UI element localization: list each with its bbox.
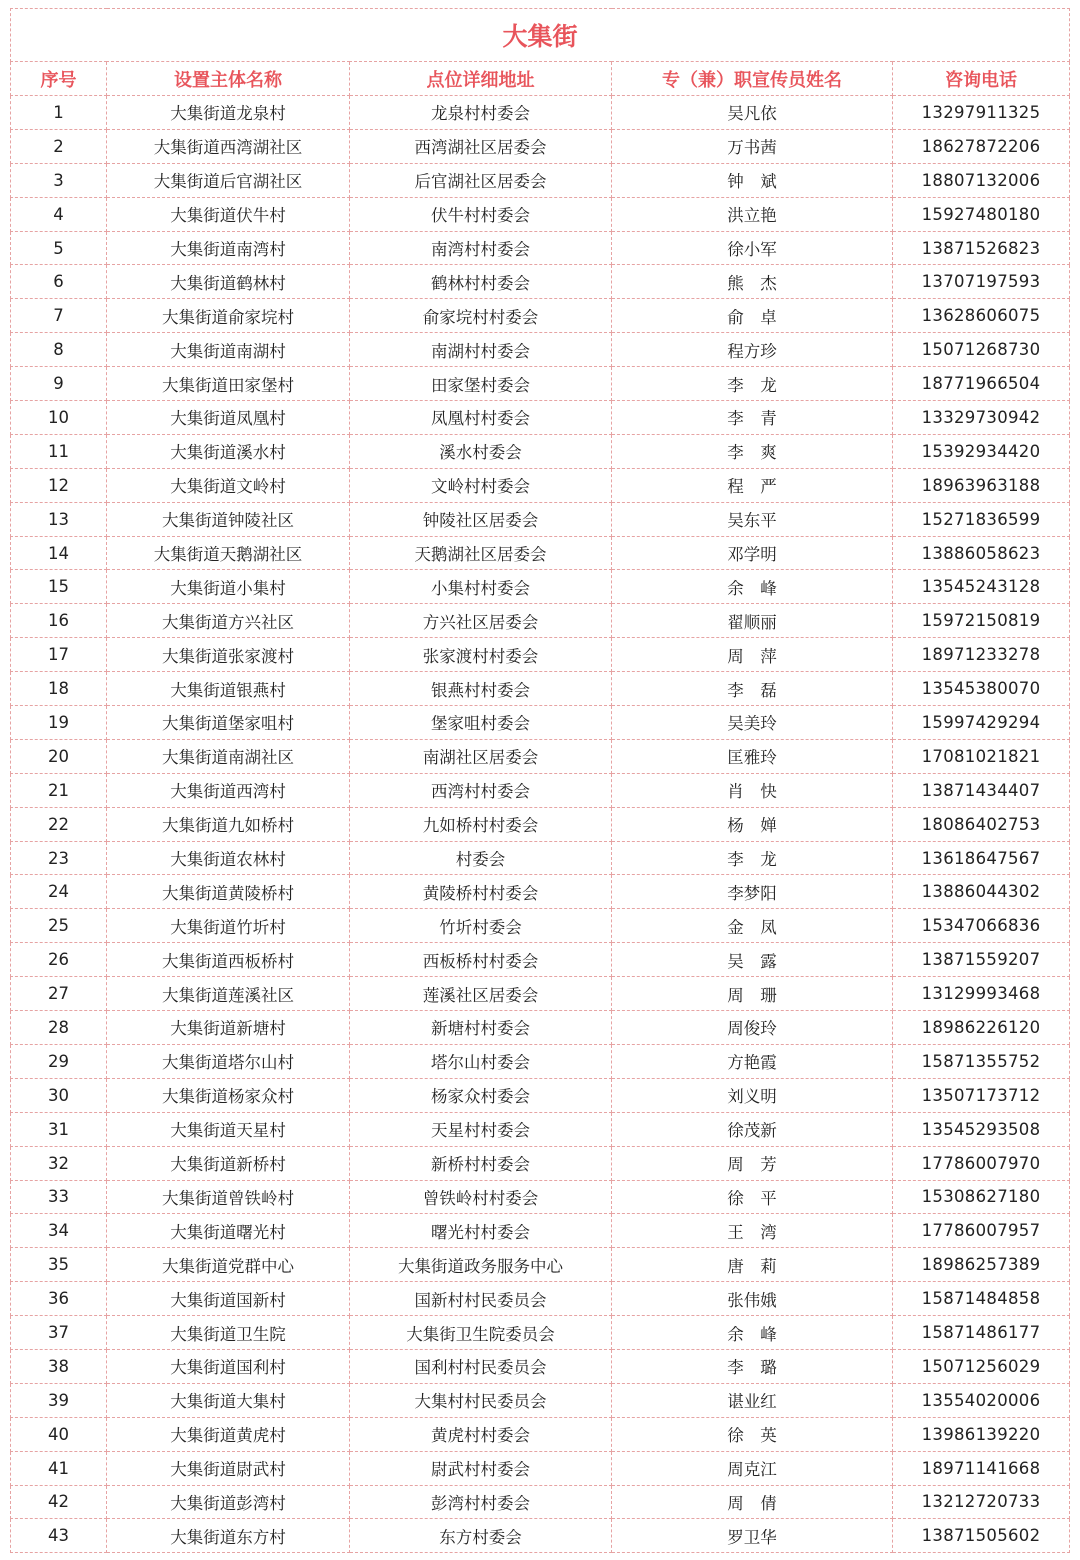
cell-staff: 金 凤 (612, 909, 893, 943)
cell-staff: 钟 斌 (612, 163, 893, 197)
cell-address: 新塘村村委会 (350, 1011, 612, 1045)
cell-index: 22 (11, 807, 107, 841)
col-header-staff: 专（兼）职宣传员姓名 (612, 62, 893, 96)
cell-phone: 18971141668 (893, 1451, 1070, 1485)
cell-index: 18 (11, 672, 107, 706)
cell-phone: 13886058623 (893, 536, 1070, 570)
cell-phone: 13871505602 (893, 1519, 1070, 1553)
cell-staff: 李 青 (612, 401, 893, 435)
cell-address: 村委会 (350, 841, 612, 875)
title-row (11, 9, 1070, 62)
cell-staff: 熊 杰 (612, 265, 893, 299)
cell-address: 鹤林村村委会 (350, 265, 612, 299)
cell-staff: 洪立艳 (612, 197, 893, 231)
cell-staff: 吴凡依 (612, 96, 893, 130)
table-row (11, 468, 1070, 502)
cell-address: 俞家垸村村委会 (350, 299, 612, 333)
cell-staff: 匡雅玲 (612, 739, 893, 773)
cell-entity: 大集街道银燕村 (107, 672, 350, 706)
table-row (11, 536, 1070, 570)
cell-address: 九如桥村村委会 (350, 807, 612, 841)
cell-phone: 13886044302 (893, 875, 1070, 909)
cell-index: 41 (11, 1451, 107, 1485)
cell-entity: 大集街道文岭村 (107, 468, 350, 502)
cell-index: 19 (11, 706, 107, 740)
cell-entity: 大集街道溪水村 (107, 434, 350, 468)
cell-index: 42 (11, 1485, 107, 1519)
cell-index: 20 (11, 739, 107, 773)
cell-address: 龙泉村村委会 (350, 96, 612, 130)
table-row (11, 1248, 1070, 1282)
cell-staff: 吴东平 (612, 502, 893, 536)
cell-staff: 周 芳 (612, 1146, 893, 1180)
cell-phone: 18771966504 (893, 367, 1070, 401)
table-row (11, 1417, 1070, 1451)
cell-address: 南湾村村委会 (350, 231, 612, 265)
cell-index: 38 (11, 1349, 107, 1383)
table-row (11, 333, 1070, 367)
col-header-index: 序号 (11, 62, 107, 96)
cell-staff: 余 峰 (612, 570, 893, 604)
cell-address: 南湖村村委会 (350, 333, 612, 367)
table-row (11, 1146, 1070, 1180)
cell-entity: 大集街道新塘村 (107, 1011, 350, 1045)
cell-staff: 程方珍 (612, 333, 893, 367)
cell-address: 国新村村民委员会 (350, 1282, 612, 1316)
cell-address: 伏牛村村委会 (350, 197, 612, 231)
cell-phone: 13618647567 (893, 841, 1070, 875)
cell-address: 文岭村村委会 (350, 468, 612, 502)
cell-index: 14 (11, 536, 107, 570)
cell-index: 11 (11, 434, 107, 468)
cell-index: 36 (11, 1282, 107, 1316)
table-row (11, 163, 1070, 197)
cell-index: 9 (11, 367, 107, 401)
cell-entity: 大集街道西板桥村 (107, 943, 350, 977)
cell-phone: 13628606075 (893, 299, 1070, 333)
table-row (11, 265, 1070, 299)
cell-index: 7 (11, 299, 107, 333)
cell-entity: 大集街道小集村 (107, 570, 350, 604)
table-row (11, 1044, 1070, 1078)
cell-entity: 大集街道东方村 (107, 1519, 350, 1553)
cell-index: 33 (11, 1180, 107, 1214)
cell-address: 大集街道政务服务中心 (350, 1248, 612, 1282)
table-row (11, 231, 1070, 265)
table-row (11, 841, 1070, 875)
table-row (11, 739, 1070, 773)
cell-phone: 15347066836 (893, 909, 1070, 943)
cell-entity: 大集街道张家渡村 (107, 638, 350, 672)
cell-phone: 18627872206 (893, 129, 1070, 163)
cell-phone: 15071256029 (893, 1349, 1070, 1383)
cell-phone: 18963963188 (893, 468, 1070, 502)
cell-entity: 大集街道国利村 (107, 1349, 350, 1383)
cell-address: 黄虎村村委会 (350, 1417, 612, 1451)
cell-staff: 吴美玲 (612, 706, 893, 740)
cell-phone: 15997429294 (893, 706, 1070, 740)
col-header-address: 点位详细地址 (350, 62, 612, 96)
cell-staff: 罗卫华 (612, 1519, 893, 1553)
cell-entity: 大集街道黄陵桥村 (107, 875, 350, 909)
cell-address: 张家渡村村委会 (350, 638, 612, 672)
cell-staff: 徐茂新 (612, 1112, 893, 1146)
cell-phone: 13545380070 (893, 672, 1070, 706)
cell-phone: 15071268730 (893, 333, 1070, 367)
cell-entity: 大集街道竹圻村 (107, 909, 350, 943)
cell-index: 43 (11, 1519, 107, 1553)
table-row (11, 197, 1070, 231)
table-row (11, 1451, 1070, 1485)
cell-index: 29 (11, 1044, 107, 1078)
cell-address: 新桥村村委会 (350, 1146, 612, 1180)
table-row (11, 434, 1070, 468)
cell-staff: 徐 平 (612, 1180, 893, 1214)
cell-phone: 13129993468 (893, 977, 1070, 1011)
cell-phone: 17081021821 (893, 739, 1070, 773)
table-row (11, 1282, 1070, 1316)
cell-phone: 13507173712 (893, 1078, 1070, 1112)
table-row (11, 909, 1070, 943)
table-row (11, 638, 1070, 672)
cell-entity: 大集街道九如桥村 (107, 807, 350, 841)
cell-staff: 杨 婵 (612, 807, 893, 841)
cell-entity: 大集街道方兴社区 (107, 604, 350, 638)
table-row (11, 367, 1070, 401)
header-row (11, 62, 1070, 96)
cell-staff: 万书茜 (612, 129, 893, 163)
cell-entity: 大集街道西湾村 (107, 773, 350, 807)
table-row (11, 875, 1070, 909)
cell-phone: 13297911325 (893, 96, 1070, 130)
cell-staff: 周 珊 (612, 977, 893, 1011)
cell-entity: 大集街道后官湖社区 (107, 163, 350, 197)
table-row (11, 977, 1070, 1011)
table-row (11, 129, 1070, 163)
cell-phone: 13871559207 (893, 943, 1070, 977)
cell-index: 10 (11, 401, 107, 435)
cell-entity: 大集街道钟陵社区 (107, 502, 350, 536)
cell-address: 天星村村委会 (350, 1112, 612, 1146)
cell-staff: 周俊玲 (612, 1011, 893, 1045)
cell-staff: 余 峰 (612, 1316, 893, 1350)
table-row (11, 706, 1070, 740)
cell-address: 曾铁岭村村委会 (350, 1180, 612, 1214)
cell-index: 13 (11, 502, 107, 536)
cell-address: 塔尔山村委会 (350, 1044, 612, 1078)
table-row (11, 1383, 1070, 1417)
cell-entity: 大集街道鹤林村 (107, 265, 350, 299)
cell-address: 小集村村委会 (350, 570, 612, 604)
cell-phone: 15271836599 (893, 502, 1070, 536)
cell-phone: 18986257389 (893, 1248, 1070, 1282)
cell-phone: 13545243128 (893, 570, 1070, 604)
cell-staff: 王 湾 (612, 1214, 893, 1248)
table-row (11, 1078, 1070, 1112)
table-row (11, 773, 1070, 807)
table-body (11, 96, 1070, 1553)
cell-index: 12 (11, 468, 107, 502)
cell-address: 凤凰村村委会 (350, 401, 612, 435)
cell-address: 彭湾村村委会 (350, 1485, 612, 1519)
cell-index: 30 (11, 1078, 107, 1112)
cell-staff: 邓学明 (612, 536, 893, 570)
cell-staff: 程 严 (612, 468, 893, 502)
cell-address: 西湾湖社区居委会 (350, 129, 612, 163)
cell-address: 南湖社区居委会 (350, 739, 612, 773)
cell-staff: 俞 卓 (612, 299, 893, 333)
cell-address: 竹圻村委会 (350, 909, 612, 943)
table-row (11, 1112, 1070, 1146)
cell-address: 杨家众村委会 (350, 1078, 612, 1112)
cell-phone: 18971233278 (893, 638, 1070, 672)
cell-staff: 李 璐 (612, 1349, 893, 1383)
cell-phone: 13329730942 (893, 401, 1070, 435)
cell-entity: 大集街道田家堡村 (107, 367, 350, 401)
table-row (11, 1519, 1070, 1553)
cell-index: 23 (11, 841, 107, 875)
cell-phone: 15308627180 (893, 1180, 1070, 1214)
cell-index: 25 (11, 909, 107, 943)
cell-entity: 大集街道农林村 (107, 841, 350, 875)
table-row (11, 502, 1070, 536)
cell-entity: 大集街道南湾村 (107, 231, 350, 265)
cell-index: 16 (11, 604, 107, 638)
cell-phone: 15871355752 (893, 1044, 1070, 1078)
cell-address: 东方村委会 (350, 1519, 612, 1553)
cell-address: 大集村村民委员会 (350, 1383, 612, 1417)
cell-entity: 大集街道莲溪社区 (107, 977, 350, 1011)
cell-staff: 张伟娥 (612, 1282, 893, 1316)
cell-staff: 李 磊 (612, 672, 893, 706)
cell-address: 溪水村委会 (350, 434, 612, 468)
cell-entity: 大集街道大集村 (107, 1383, 350, 1417)
cell-entity: 大集街道堡家咀村 (107, 706, 350, 740)
cell-phone: 18086402753 (893, 807, 1070, 841)
cell-index: 32 (11, 1146, 107, 1180)
cell-entity: 大集街道南湖社区 (107, 739, 350, 773)
cell-index: 4 (11, 197, 107, 231)
cell-phone: 15927480180 (893, 197, 1070, 231)
table-row (11, 943, 1070, 977)
table-row (11, 96, 1070, 130)
cell-staff: 周 倩 (612, 1485, 893, 1519)
cell-index: 35 (11, 1248, 107, 1282)
cell-phone: 17786007970 (893, 1146, 1070, 1180)
cell-staff: 李 龙 (612, 841, 893, 875)
table-row (11, 1316, 1070, 1350)
cell-staff: 李 龙 (612, 367, 893, 401)
cell-entity: 大集街道党群中心 (107, 1248, 350, 1282)
table-row (11, 1214, 1070, 1248)
cell-address: 曙光村村委会 (350, 1214, 612, 1248)
cell-index: 24 (11, 875, 107, 909)
cell-address: 堡家咀村委会 (350, 706, 612, 740)
cell-index: 39 (11, 1383, 107, 1417)
cell-index: 15 (11, 570, 107, 604)
cell-entity: 大集街道新桥村 (107, 1146, 350, 1180)
cell-address: 黄陵桥村村委会 (350, 875, 612, 909)
cell-index: 28 (11, 1011, 107, 1045)
cell-index: 6 (11, 265, 107, 299)
cell-phone: 13986139220 (893, 1417, 1070, 1451)
cell-phone: 13554020006 (893, 1383, 1070, 1417)
cell-entity: 大集街道曙光村 (107, 1214, 350, 1248)
cell-entity: 大集街道俞家垸村 (107, 299, 350, 333)
cell-index: 34 (11, 1214, 107, 1248)
cell-entity: 大集街道黄虎村 (107, 1417, 350, 1451)
data-table (10, 8, 1070, 1553)
cell-address: 国利村村民委员会 (350, 1349, 612, 1383)
table-row (11, 1485, 1070, 1519)
cell-phone: 17786007957 (893, 1214, 1070, 1248)
cell-entity: 大集街道曾铁岭村 (107, 1180, 350, 1214)
col-header-phone: 咨询电话 (893, 62, 1070, 96)
table-row (11, 1011, 1070, 1045)
cell-staff: 李梦阳 (612, 875, 893, 909)
cell-staff: 徐 英 (612, 1417, 893, 1451)
cell-phone: 15972150819 (893, 604, 1070, 638)
table-row (11, 672, 1070, 706)
cell-staff: 刘义明 (612, 1078, 893, 1112)
cell-staff: 肖 快 (612, 773, 893, 807)
cell-phone: 18807132006 (893, 163, 1070, 197)
cell-phone: 13212720733 (893, 1485, 1070, 1519)
cell-index: 3 (11, 163, 107, 197)
cell-entity: 大集街道国新村 (107, 1282, 350, 1316)
table-row (11, 299, 1070, 333)
cell-index: 17 (11, 638, 107, 672)
cell-address: 大集街卫生院委员会 (350, 1316, 612, 1350)
cell-index: 40 (11, 1417, 107, 1451)
cell-address: 莲溪社区居委会 (350, 977, 612, 1011)
cell-entity: 大集街道伏牛村 (107, 197, 350, 231)
cell-entity: 大集街道杨家众村 (107, 1078, 350, 1112)
cell-phone: 15392934420 (893, 434, 1070, 468)
cell-entity: 大集街道凤凰村 (107, 401, 350, 435)
cell-index: 26 (11, 943, 107, 977)
table-row (11, 1349, 1070, 1383)
cell-index: 27 (11, 977, 107, 1011)
cell-index: 1 (11, 96, 107, 130)
table-row (11, 807, 1070, 841)
cell-address: 银燕村村委会 (350, 672, 612, 706)
table-title: 大集街 (11, 9, 1070, 62)
cell-phone: 13871526823 (893, 231, 1070, 265)
cell-entity: 大集街道彭湾村 (107, 1485, 350, 1519)
cell-staff: 周 萍 (612, 638, 893, 672)
cell-entity: 大集街道天鹅湖社区 (107, 536, 350, 570)
cell-staff: 翟顺丽 (612, 604, 893, 638)
cell-address: 方兴社区居委会 (350, 604, 612, 638)
cell-index: 21 (11, 773, 107, 807)
cell-staff: 李 爽 (612, 434, 893, 468)
cell-phone: 18986226120 (893, 1011, 1070, 1045)
cell-entity: 大集街道龙泉村 (107, 96, 350, 130)
cell-index: 37 (11, 1316, 107, 1350)
cell-index: 8 (11, 333, 107, 367)
table-row (11, 1180, 1070, 1214)
cell-entity: 大集街道塔尔山村 (107, 1044, 350, 1078)
cell-phone: 15871486177 (893, 1316, 1070, 1350)
cell-entity: 大集街道卫生院 (107, 1316, 350, 1350)
table-row (11, 604, 1070, 638)
col-header-entity: 设置主体名称 (107, 62, 350, 96)
cell-staff: 谌业红 (612, 1383, 893, 1417)
cell-index: 5 (11, 231, 107, 265)
cell-address: 西湾村村委会 (350, 773, 612, 807)
cell-phone: 13545293508 (893, 1112, 1070, 1146)
sheet (10, 8, 1069, 1553)
cell-staff: 吴 露 (612, 943, 893, 977)
cell-phone: 15871484858 (893, 1282, 1070, 1316)
cell-staff: 徐小军 (612, 231, 893, 265)
cell-address: 尉武村村委会 (350, 1451, 612, 1485)
cell-entity: 大集街道尉武村 (107, 1451, 350, 1485)
cell-staff: 周克江 (612, 1451, 893, 1485)
cell-address: 后官湖社区居委会 (350, 163, 612, 197)
cell-index: 31 (11, 1112, 107, 1146)
cell-address: 天鹅湖社区居委会 (350, 536, 612, 570)
table-row (11, 401, 1070, 435)
table-row (11, 570, 1070, 604)
cell-staff: 方艳霞 (612, 1044, 893, 1078)
cell-phone: 13707197593 (893, 265, 1070, 299)
cell-address: 钟陵社区居委会 (350, 502, 612, 536)
cell-entity: 大集街道南湖村 (107, 333, 350, 367)
cell-phone: 13871434407 (893, 773, 1070, 807)
cell-address: 西板桥村村委会 (350, 943, 612, 977)
cell-entity: 大集街道天星村 (107, 1112, 350, 1146)
cell-entity: 大集街道西湾湖社区 (107, 129, 350, 163)
cell-address: 田家堡村委会 (350, 367, 612, 401)
cell-index: 2 (11, 129, 107, 163)
cell-staff: 唐 莉 (612, 1248, 893, 1282)
